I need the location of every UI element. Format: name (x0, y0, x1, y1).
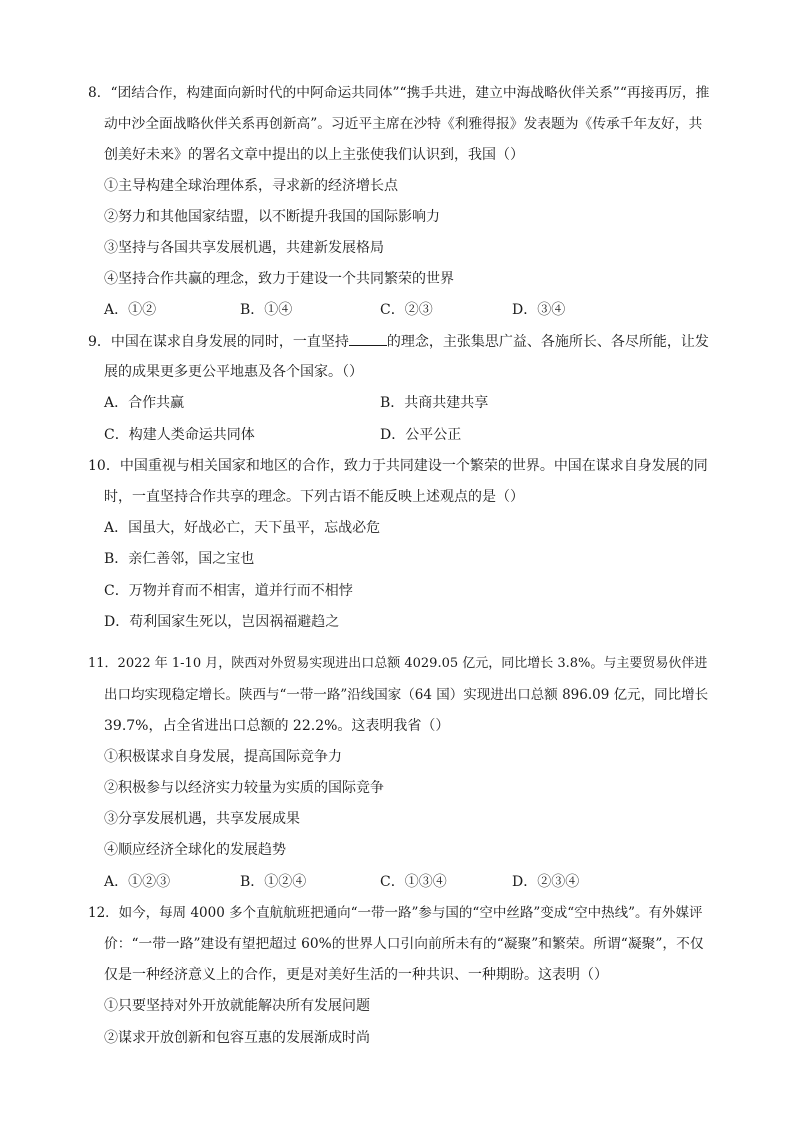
q11-option-a: A．①②③ (104, 874, 171, 890)
q8-stem-line-1: 8．“团结合作，构建面向新时代的中阿命运共同体”“携手共进，建立中海战略伙伴关系”“再接再厉，推 (88, 85, 710, 101)
q9-stem-before: 9．中国在谋求自身发展的同时，一直坚持 (88, 334, 349, 350)
q10-option-b: B．亲仁善邻，国之宝也 (104, 551, 255, 567)
q11-stem-line-1: 11．2022 年 1-10 月，陕西对外贸易实现进出口总额 4029.05 亿元，同比增长 3.8%。与主要贸易伙伴进 (88, 656, 708, 671)
q11-item-4: ④顺应经济全球化的发展趋势 (104, 842, 286, 858)
q10-stem-line-1: 10．中国重视与相关国家和地区的合作，致力于共同建设一个繁荣的世界。中国在谋求自身发展的同 (88, 458, 708, 474)
q9-answer-blank (349, 332, 387, 346)
q8-option-b: B．①④ (240, 302, 293, 318)
q9-option-b: B．共商共建共享 (380, 395, 489, 411)
q8-stem-line-3: 创美好未来》的署名文章中提出的以上主张使我们认识到，我国（） (104, 147, 524, 163)
q12-stem-line-1: 12．如今，每周 4000 多个直航航班把通向“一带一路”参与国的“空中丝路”变成“空中热线”。有外媒评 (88, 905, 703, 921)
q11-item-1: ①积极谋求自身发展，提高国际竞争力 (104, 749, 342, 765)
q8-item-4: ④坚持合作共赢的理念，致力于建设一个共同繁荣的世界 (104, 271, 454, 287)
q11-option-d: D．②③④ (512, 874, 580, 890)
q12-stem-line-3: 仅是一种经济意义上的合作，更是对美好生活的一种共识、一种期盼。这表明（） (104, 967, 608, 983)
q10-option-c: C．万物并育而不相害，道并行而不相悖 (104, 583, 353, 599)
q12-item-2: ②谋求开放创新和包容互惠的发展渐成时尚 (104, 1030, 370, 1046)
q8-item-3: ③坚持与各国共享发展机遇，共建新发展格局 (104, 240, 384, 256)
q8-item-1: ①主导构建全球治理体系，寻求新的经济增长点 (104, 178, 398, 194)
q8-option-c: C．②③ (380, 302, 433, 318)
q8-option-a: A．①② (104, 302, 157, 318)
q12-stem-line-2: 价：“一带一路”建设有望把超过 60%的世界人口引向前所未有的“凝聚”和繁荣。所谓“凝聚”，不仅 (104, 936, 704, 952)
q12-item-1: ①只要坚持对外开放就能解决所有发展问题 (104, 998, 370, 1014)
q8-item-2: ②努力和其他国家结盟，以不断提升我国的国际影响力 (104, 209, 440, 225)
q11-stem-line-2: 出口均实现稳定增长。陕西与“一带一路”沿线国家（64 国）实现进出口总额 896.09 亿元，同比增长 (104, 687, 709, 703)
q9-option-a: A．合作共赢 (104, 395, 185, 411)
q10-option-a: A．国虽大，好战必亡，天下虽平，忘战必危 (104, 520, 381, 536)
q8-stem-line-2: 动中沙全面战略伙伴关系再创新高”。习近平主席在沙特《利雅得报》发表题为《传承千年友好，共 (104, 116, 703, 132)
q9-stem-line-2: 展的成果更多更公平地惠及各个国家。（） (104, 364, 363, 380)
q10-option-d: D．苟利国家生死以，岂因祸福避趋之 (104, 614, 340, 630)
q10-stem-line-2: 时，一直坚持合作共享的理念。下列古语不能反映上述观点的是（） (104, 489, 524, 505)
q11-item-2: ②积极参与以经济实力较量为实质的国际竞争 (104, 780, 384, 796)
q9-option-d: D．公平公正 (380, 427, 462, 443)
q11-stem-line-3: 39.7%，占全省进出口总额的 22.2%。这表明我省（） (104, 718, 450, 734)
q11-option-c: C．①③④ (380, 874, 447, 890)
q9-stem-after: 的理念，主张集思广益、各施所长、各尽所能，让发 (386, 334, 709, 350)
q11-option-b: B．①②④ (240, 874, 307, 890)
q9-option-c: C．构建人类命运共同体 (104, 427, 255, 443)
q8-option-d: D．③④ (512, 302, 566, 318)
q11-item-3: ③分享发展机遇，共享发展成果 (104, 811, 300, 827)
q9-stem-line-1 (88, 332, 709, 351)
